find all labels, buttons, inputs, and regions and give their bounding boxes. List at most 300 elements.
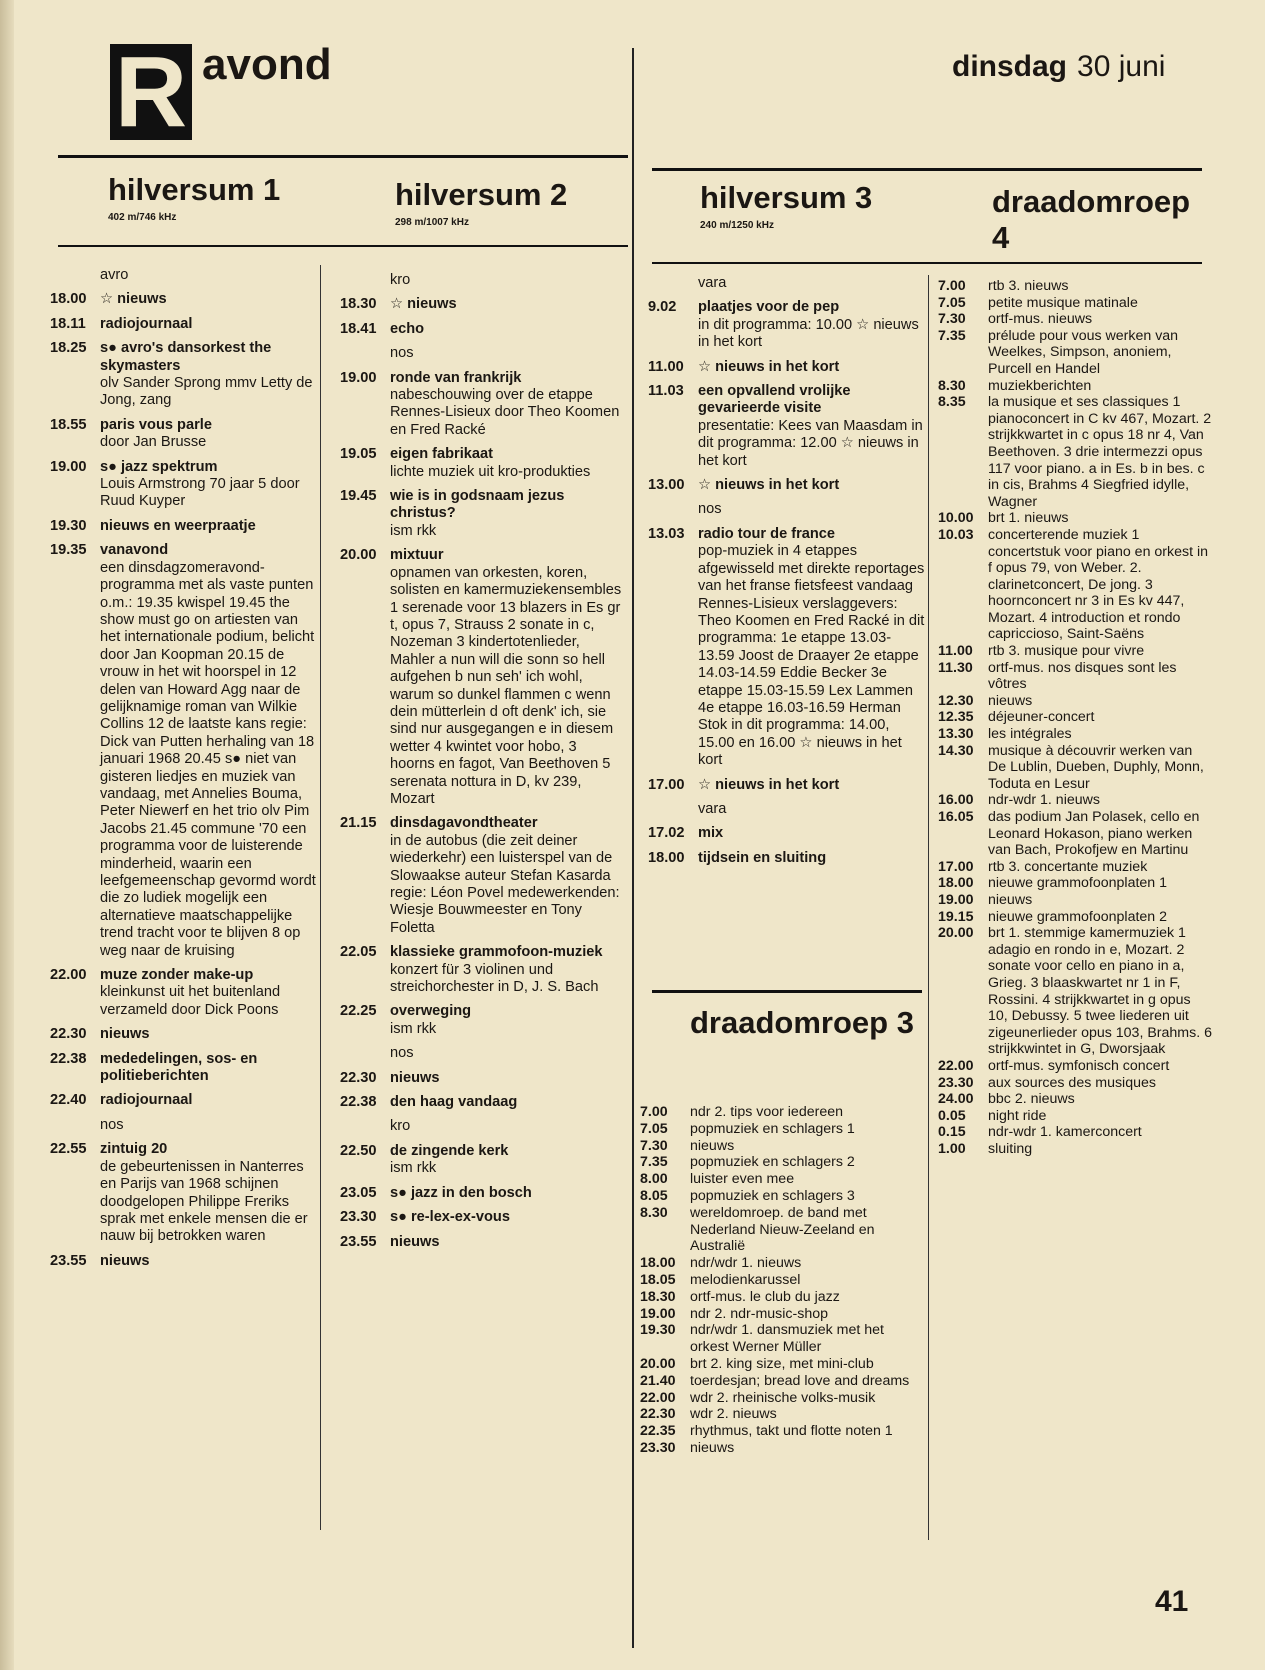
schedule-entry [938, 328, 1213, 378]
schedule-entry [340, 1045, 625, 1062]
entry-content [100, 459, 322, 511]
schedule-entry [938, 378, 1213, 395]
station-header-hilversum2 [395, 177, 567, 228]
entry-content [698, 383, 926, 470]
entry-content [988, 510, 1213, 527]
schedule-entry [938, 643, 1213, 660]
program-title: wie is in godsnaam jezus christus? [390, 488, 565, 522]
program-description: luister even mee [690, 1171, 795, 1188]
program-title: radio tour de france [698, 525, 836, 542]
schedule-entry [640, 1423, 926, 1440]
schedule-entry [938, 278, 1213, 295]
schedule-entry [50, 542, 322, 960]
program-title: tijdsein en sluiting [698, 849, 827, 866]
program-description: nieuws [988, 891, 1033, 908]
entry-content [390, 272, 625, 289]
hilversum2-schedule [340, 272, 625, 1258]
entry-content [390, 547, 625, 808]
entry-time: 19.35 [50, 542, 87, 559]
program-title: nieuws en weerpraatje [100, 517, 256, 534]
schedule-entry [340, 1234, 625, 1251]
station-name: hilversum 1 [108, 172, 281, 207]
program-title: ☆ nieuws in het kort [698, 477, 840, 494]
entry-time: 9.02 [648, 299, 677, 316]
entry-time: 18.00 [640, 1255, 676, 1272]
entry-content [100, 1051, 322, 1086]
program-description: door Jan Brusse [100, 434, 207, 451]
program-description: nos [100, 1116, 124, 1133]
entry-time: 0.15 [938, 1124, 966, 1141]
entry-content [988, 311, 1213, 328]
schedule-entry [50, 518, 322, 535]
entry-time: 18.41 [340, 320, 377, 337]
schedule-entry [938, 809, 1213, 859]
program-description: popmuziek en schlagers 2 [690, 1154, 855, 1171]
entry-time: 10.03 [938, 526, 974, 543]
entry-content [690, 1289, 926, 1306]
entry-time: 16.00 [938, 792, 974, 809]
program-description: prélude pour vous werken van Weelkes, Simpson, anoniem, Purcell en Handel [988, 327, 1179, 377]
program-description: rtb 3. nieuws [988, 278, 1069, 294]
program-description: bbc 2. nieuws [988, 1091, 1075, 1108]
entry-time: 21.15 [340, 815, 377, 832]
entry-time: 18.00 [938, 875, 974, 892]
program-description: vara [698, 275, 727, 291]
schedule-entry [938, 510, 1213, 527]
entry-time: 8.00 [640, 1171, 668, 1188]
schedule-entry [640, 1390, 926, 1407]
entry-content [100, 542, 322, 960]
schedule-entry [938, 394, 1213, 510]
program-description: een dinsdagzomeravond-programma met als vaste punten o.m.: 19.35 kwispel 19.45 the show must go on artiesten van het internationale podium, belicht door Jan Koopman 20.15 de vrouw in het wit hoorspel in 12 delen van Howard Agg naar de gelijknamige roman van Wilkie Collins 12 de laatste kans regie: Dick van Putten herhaling van 18 januari 1968 20.45 s● niet van gisteren liedjes en muziek van vandaag, met Annelies Bouma, Peter Niewerf en het trio olv Pim Jacobs 21.45 commune '70 een programma voor de luisterende minderheid, waarin een leefgemeenschap gevormd wordt die zo ludiek mogelijk een alternatieve maatschappelijke trend tracht voor te blijven 8 op weg naar de kruising [100, 559, 316, 959]
schedule-entry [640, 1171, 926, 1188]
program-description: ism rkk [390, 1160, 437, 1177]
schedule-entry [938, 693, 1213, 710]
program-description: melodienkarussel [690, 1271, 801, 1288]
entry-content [690, 1322, 926, 1356]
entry-content [988, 709, 1213, 726]
schedule-entry [50, 1092, 322, 1109]
entry-content [390, 296, 625, 313]
entry-time: 19.00 [938, 891, 974, 908]
program-description: pop-muziek in 4 etappes afgewisseld met direkte reportages van het franse fietsfeest vandaag Rennes-Lisieux verslaggevers: Theo Koomen en Fred Racké in dit programma: 1e etappe 13.03-13.59 Joost de Draayer 2e etappe 14.03-14.59 Eddie Becker 3e etappe 15.03-15.59 Lex Lammen 4e etappe 16.03-16.59 Herman Stok in dit programma: 14.00, 15.00 en 16.00 ☆ nieuws in het kort [698, 543, 925, 769]
program-description: petite musique matinale [988, 294, 1138, 311]
schedule-entry [50, 1141, 322, 1245]
program-description: brt 1. stemmige kamermuziek 1 adagio en rondo in e, Mozart. 2 sonate voor cello en piano in a, Grieg. 3 blaaskwartet nr 1 in F, Rossini. 4 strijkkwartet in g opus 10, Debussy. 5 twee liederen uit zigeunerlieder opus 103, Brahms. 6 strijkkwintet in G, Dworsjaak [988, 925, 1212, 1058]
program-description: das podium Jan Polasek, cello en Leonard Hokason, piano werken van Bach, Prokofjew en Martinu [988, 809, 1200, 859]
entry-time: 19.45 [340, 488, 377, 505]
program-description: rhythmus, takt und flotte noten 1 [690, 1423, 893, 1440]
schedule-entry [340, 1185, 625, 1202]
program-description: kro [390, 272, 411, 288]
schedule-entry [648, 825, 926, 842]
entry-content [100, 1253, 322, 1270]
entry-content [690, 1205, 926, 1255]
program-title: eigen fabrikaat [390, 446, 494, 463]
program-description: nos [390, 345, 414, 362]
entry-content [100, 518, 322, 535]
rule-draadomroep3 [652, 990, 922, 993]
entry-time: 8.05 [640, 1187, 668, 1204]
schedule-entry [938, 527, 1213, 643]
entry-content [100, 967, 322, 1019]
rule-left [58, 155, 628, 158]
entry-content [698, 777, 926, 794]
entry-time: 7.35 [938, 327, 966, 344]
entry-time: 22.30 [640, 1406, 676, 1423]
station-frequency: 402 m/746 kHz [108, 212, 177, 223]
program-title: zintuig 20 [100, 1141, 168, 1158]
entry-content [988, 1108, 1213, 1125]
schedule-entry [640, 1440, 926, 1457]
entry-content [698, 359, 926, 376]
entry-content [390, 1143, 625, 1178]
entry-content [988, 1141, 1213, 1158]
entry-time: 16.05 [938, 809, 974, 825]
entry-time: 8.35 [938, 394, 966, 411]
entry-content [690, 1356, 926, 1373]
schedule-entry [938, 726, 1213, 743]
schedule-entry [50, 1051, 322, 1086]
schedule-entry [648, 383, 926, 470]
program-description: sluiting [988, 1140, 1033, 1157]
entry-content [690, 1373, 926, 1390]
entry-content [100, 1117, 322, 1134]
entry-time: 19.15 [938, 908, 974, 925]
entry-time: 13.00 [648, 477, 685, 494]
schedule-entry [938, 892, 1213, 909]
station-name: hilversum 2 [395, 177, 568, 212]
entry-time: 19.00 [340, 369, 377, 386]
program-description: popmuziek en schlagers 1 [690, 1120, 855, 1137]
schedule-entry [640, 1373, 926, 1390]
schedule-entry [938, 660, 1213, 693]
entry-content [690, 1440, 926, 1457]
schedule-entry [640, 1154, 926, 1171]
schedule-entry [640, 1255, 926, 1272]
program-description: wdr 2. rheinische volks-musik [690, 1389, 876, 1406]
entry-content [100, 417, 322, 452]
program-description: ism rkk [390, 1020, 437, 1037]
program-title: klassieke grammofoon-muziek [390, 944, 603, 961]
entry-content [988, 394, 1213, 510]
program-description: popmuziek en schlagers 3 [690, 1187, 855, 1204]
schedule-entry [938, 925, 1213, 1058]
program-title: den haag vandaag [390, 1094, 518, 1111]
entry-content [988, 328, 1213, 378]
program-description: nos [390, 1045, 414, 1062]
entry-time [50, 267, 100, 284]
program-title: s● jazz spektrum [100, 458, 218, 475]
entry-time [340, 345, 390, 362]
program-title: plaatjes voor de pep [698, 299, 840, 316]
entry-content [690, 1104, 926, 1121]
schedule-entry [640, 1205, 926, 1255]
schedule-entry [50, 417, 322, 452]
program-description: night ride [988, 1107, 1047, 1124]
entry-content [390, 944, 625, 996]
page-edge-shadow [0, 0, 14, 1670]
schedule-entry [640, 1121, 926, 1138]
entry-content [390, 1209, 625, 1226]
program-description: wdr 2. nieuws [690, 1406, 777, 1423]
entry-time: 23.55 [50, 1252, 87, 1269]
entry-content [390, 321, 625, 338]
entry-content [390, 815, 625, 937]
schedule-entry [340, 446, 625, 481]
station-name: hilversum 3 [700, 180, 873, 215]
schedule-entry [50, 1117, 322, 1134]
entry-time: 18.55 [50, 416, 87, 433]
schedule-entry [50, 316, 322, 333]
entry-time: 17.02 [648, 825, 685, 842]
schedule-entry [648, 275, 926, 292]
entry-time: 13.30 [938, 726, 974, 743]
schedule-entry [938, 875, 1213, 892]
entry-content [988, 693, 1213, 710]
program-title: de zingende kerk [390, 1142, 509, 1159]
schedule-entry [938, 909, 1213, 926]
program-description: Louis Armstrong 70 jaar 5 door Ruud Kuyper [100, 476, 300, 510]
program-description: vara [698, 800, 727, 817]
entry-content [988, 743, 1213, 793]
entry-content [390, 370, 625, 440]
program-description: de gebeurtenissen in Nanterres en Parijs van 1968 schijnen doodgelopen Philippe Freriks sprak met enkele mensen die er nauw bij betrokken waren [100, 1158, 308, 1245]
program-description: lichte muziek uit kro-produkties [390, 463, 591, 480]
schedule-entry [340, 815, 625, 937]
program-description: muziekberichten [988, 377, 1092, 394]
entry-content [698, 526, 926, 770]
entry-content [390, 345, 625, 362]
entry-content [390, 1094, 625, 1111]
entry-content [390, 488, 625, 540]
entry-time: 7.30 [640, 1137, 668, 1154]
program-description: olv Sander Sprong mmv Letty de Jong, zang [100, 375, 313, 409]
schedule-entry [640, 1289, 926, 1306]
schedule-entry [340, 488, 625, 540]
entry-content [390, 1234, 625, 1251]
schedule-entry [938, 1108, 1213, 1125]
entry-content [988, 809, 1213, 859]
entry-content [988, 792, 1213, 809]
column-divider [928, 275, 929, 1540]
entry-time: 22.30 [50, 1026, 87, 1043]
entry-content [698, 275, 926, 292]
entry-time [340, 1118, 390, 1135]
program-description: toerdesjan; bread love and dreams [690, 1372, 910, 1389]
schedule-entry [340, 1143, 625, 1178]
program-title: paris vous parle [100, 416, 212, 433]
schedule-entry [50, 1253, 322, 1270]
program-title: s● jazz in den bosch [390, 1184, 532, 1201]
entry-time [648, 801, 698, 818]
program-description: ndr/wdr 1. nieuws [690, 1255, 802, 1272]
program-title: s● re-lex-ex-vous [390, 1209, 510, 1226]
entry-time: 22.00 [938, 1057, 974, 1074]
entry-time: 7.30 [938, 311, 966, 328]
draadomroep4-schedule [938, 278, 1213, 1157]
program-title: ☆ nieuws [390, 296, 457, 313]
entry-time: 7.05 [938, 294, 966, 311]
schedule-entry [938, 311, 1213, 328]
program-description: ndr 2. ndr-music-shop [690, 1305, 828, 1322]
entry-content [698, 801, 926, 818]
program-description: kleinkunst uit het buitenland verzameld door Dick Poons [100, 984, 281, 1018]
entry-content [988, 875, 1213, 892]
entry-time: 0.05 [938, 1107, 966, 1124]
entry-time: 22.38 [50, 1050, 87, 1067]
schedule-entry [340, 944, 625, 996]
entry-content [690, 1121, 926, 1138]
entry-content [988, 1058, 1213, 1075]
entry-time: 22.35 [640, 1423, 676, 1440]
program-description: opnamen van orkesten, koren, solisten en kamermuziekensembles 1 serenade voor 13 blazers in Es gr t, opus 7, Strauss 2 sonate in c, Nozeman 3 kindertotenlieder, Mahler a nun will die sonn so hell aufgehen b nun seh' ich wohl, warum so dunkel flammen c wenn dein mütterlein d oft denk' ich, sie sind nur ausgegangen e in diesem wetter 4 kwintet voor hobo, 3 hoorns en fagot, Van Beethoven 5 serenata nottura in D, kv 239, Mozart [390, 564, 622, 807]
program-description: concerterende muziek 1 concertstuk voor piano en orkest in f opus 79, von Weber. 2. clarinetconcert, De jong. 3 hoornconcert nr 3 in Es kv 447, Mozart. 4 introduction et rondo capriccioso, Saint-Saëns [988, 526, 1209, 643]
entry-content [390, 446, 625, 481]
entry-time: 23.30 [340, 1209, 377, 1226]
program-title: muze zonder make-up [100, 967, 254, 984]
program-title: mixtuur [390, 547, 444, 564]
entry-content [690, 1306, 926, 1323]
entry-time: 19.30 [50, 517, 87, 534]
schedule-entry [50, 1026, 322, 1043]
entry-content [988, 527, 1213, 643]
station-header-hilversum1 [108, 172, 280, 223]
program-description: nieuwe grammofoonplaten 1 [988, 875, 1168, 892]
schedule-entry [50, 967, 322, 1019]
entry-time: 7.00 [938, 278, 966, 294]
schedule-entry [340, 272, 625, 289]
entry-content [100, 316, 322, 333]
entry-time: 20.00 [340, 547, 377, 564]
entry-time: 11.30 [938, 659, 973, 676]
entry-content [690, 1171, 926, 1188]
entry-time: 8.30 [938, 377, 966, 394]
schedule-entry [640, 1138, 926, 1155]
program-description: ism rkk [390, 522, 437, 539]
schedule-entry [938, 743, 1213, 793]
entry-content [988, 295, 1213, 312]
schedule-entry [340, 1070, 625, 1087]
entry-content [988, 278, 1213, 295]
entry-time: 8.30 [640, 1204, 668, 1221]
schedule-entry [640, 1406, 926, 1423]
entry-time: 22.30 [340, 1069, 377, 1086]
program-description: presentatie: Kees van Maasdam in dit programma: 12.00 ☆ nieuws in het kort [698, 417, 923, 469]
schedule-entry [938, 1141, 1213, 1158]
entry-content [390, 1045, 625, 1062]
schedule-entry [640, 1306, 926, 1323]
entry-content [100, 267, 322, 284]
program-description: la musique et ses classiques 1 pianoconcert in C kv 467, Mozart. 2 strijkkwartet in c opus 18 nr 4, Van Beethoven. 3 drie intermezzi opus 117 voor piano. a in Es. b in bes. c in cis, Brahms 4 Siegfried idylle, Wagner [988, 394, 1212, 510]
station-header-hilversum3 [700, 180, 872, 231]
program-title: echo [390, 320, 425, 337]
entry-time: 22.00 [640, 1389, 676, 1406]
entry-time: 18.11 [50, 315, 86, 332]
schedule-entry [648, 501, 926, 518]
entry-time: 22.55 [50, 1141, 87, 1158]
program-description: déjeuner-concert [988, 709, 1095, 726]
station-name: draadomroep 3 [690, 1005, 914, 1040]
center-divider [632, 48, 634, 1648]
entry-time: 22.40 [50, 1092, 87, 1109]
program-description: in dit programma: 10.00 ☆ nieuws in het kort [698, 316, 919, 351]
entry-time: 23.05 [340, 1184, 377, 1201]
program-title: vanavond [100, 542, 169, 559]
program-title: nieuws [390, 1233, 440, 1250]
entry-time: 11.00 [648, 358, 684, 375]
entry-time: 1.00 [938, 1140, 966, 1157]
program-title: ☆ nieuws [100, 291, 167, 308]
rule-right-bottom [652, 262, 1202, 264]
entry-time: 22.25 [340, 1003, 377, 1020]
schedule-entry [938, 1075, 1213, 1092]
program-description: nieuwe grammofoonplaten 2 [988, 908, 1168, 925]
rule-right [652, 168, 1202, 171]
entry-content [988, 660, 1213, 693]
entry-content [390, 1185, 625, 1202]
entry-time: 23.30 [938, 1074, 974, 1091]
entry-time: 7.35 [640, 1154, 668, 1171]
program-description: ndr-wdr 1. nieuws [988, 792, 1100, 809]
schedule-entry [340, 1003, 625, 1038]
schedule-entry [648, 777, 926, 794]
entry-time: 22.00 [50, 967, 87, 984]
rule-left-bottom [58, 245, 628, 247]
schedule-entry [340, 345, 625, 362]
program-description: aux sources des musiques [988, 1074, 1156, 1091]
program-title: radiojournaal [100, 1092, 193, 1109]
entry-time: 22.05 [340, 944, 377, 961]
schedule-entry [938, 295, 1213, 312]
entry-content [988, 643, 1213, 660]
program-description: musique à découvrir werken van De Lublin, Dueben, Duphly, Monn, Toduta en Lesur [988, 742, 1204, 792]
program-description: avro [100, 267, 129, 283]
entry-content [390, 1070, 625, 1087]
entry-time: 18.00 [50, 291, 87, 308]
entry-time [340, 272, 390, 289]
entry-time: 12.35 [938, 709, 974, 726]
program-description: les intégrales [988, 726, 1072, 743]
schedule-entry [648, 359, 926, 376]
entry-time: 19.00 [50, 458, 87, 475]
entry-time: 7.00 [640, 1104, 668, 1120]
program-description: nos [698, 501, 722, 518]
schedule-entry [50, 267, 322, 284]
schedule-entry [340, 547, 625, 808]
program-description: ortf-mus. symfonisch concert [988, 1057, 1170, 1074]
station-name: draadomroep 4 [992, 184, 1191, 255]
program-description: in de autobus (die zeit deiner wiederkehr) een luisterspel van de Slowaakse auteur Stefan Kasarda regie: Léon Povel medewerkenden: Wiesje Bouwmeester en Tony Foletta [390, 832, 620, 936]
entry-content [690, 1423, 926, 1440]
entry-content [698, 850, 926, 867]
entry-content [988, 1091, 1213, 1108]
schedule-entry [340, 296, 625, 313]
entry-content [988, 925, 1213, 1058]
entry-time: 21.40 [640, 1372, 676, 1389]
program-description: ortf-mus. nieuws [988, 311, 1093, 328]
schedule-entry [938, 859, 1213, 876]
entry-content [988, 1124, 1213, 1141]
entry-content [690, 1406, 926, 1423]
entry-time: 24.00 [938, 1091, 974, 1108]
schedule-entry [648, 526, 926, 770]
weekday: dinsdag [952, 50, 1068, 83]
schedule-entry [340, 1209, 625, 1226]
entry-time: 18.05 [640, 1271, 676, 1288]
program-title: een opvallend vrolijke gevarieerde visite [698, 383, 851, 417]
entry-time: 18.30 [640, 1288, 676, 1305]
